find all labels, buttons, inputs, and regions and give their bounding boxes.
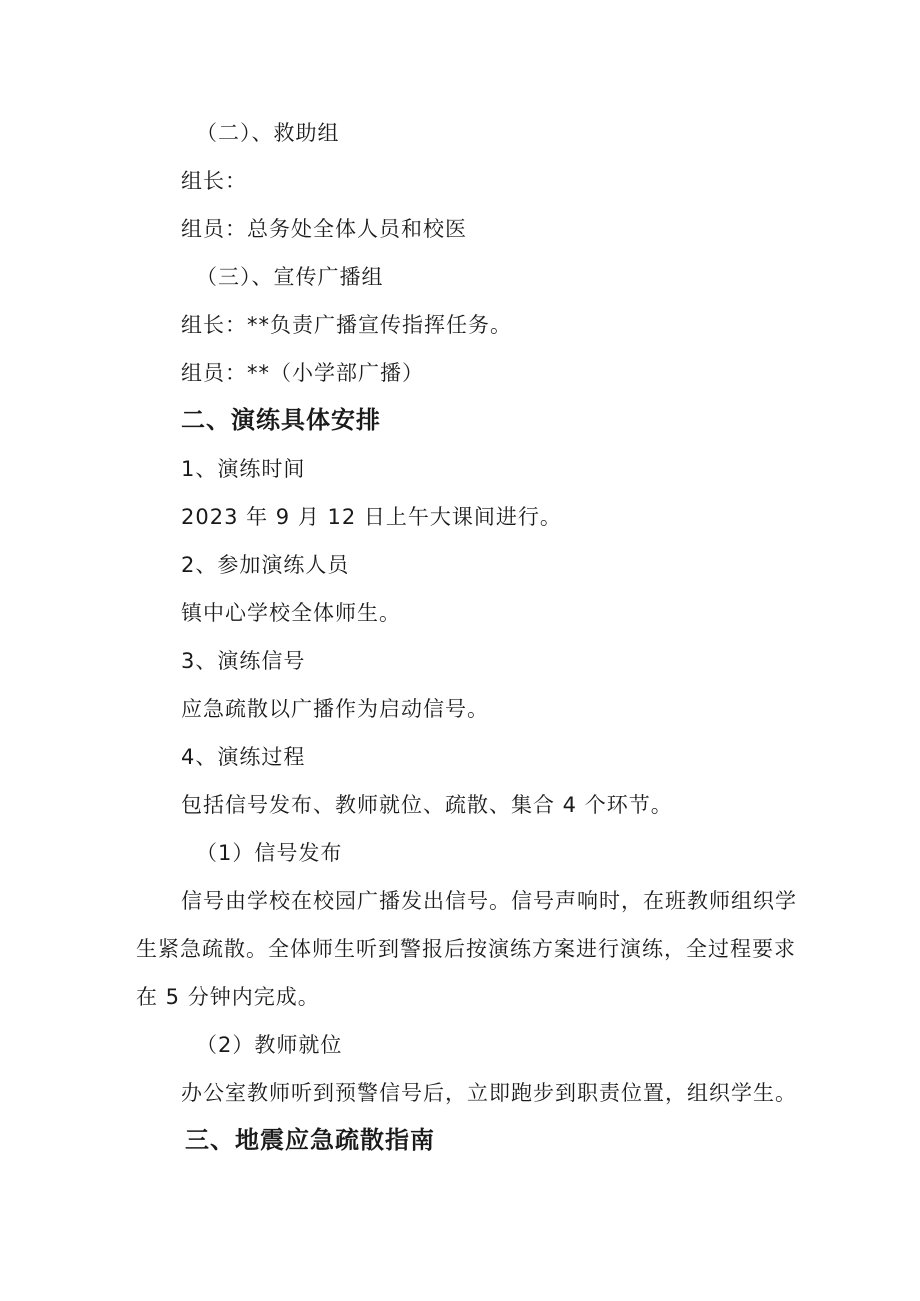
step2-text: 办公室教师听到预警信号后，立即跑步到职责位置，组织学生。 <box>181 1081 797 1105</box>
section-heading-earthquake-guide: 三、地震应急疏散指南 <box>185 1126 435 1154</box>
rescue-group-members: 组员：总务处全体人员和校医 <box>181 217 467 241</box>
step2-title: （2）教师就位 <box>196 1033 343 1057</box>
step1-title: （1）信号发布 <box>196 841 343 865</box>
drill-people-title: 2、参加演练人员 <box>181 553 350 577</box>
rescue-group-leader: 组长： <box>181 169 247 193</box>
drill-signal-text: 应急疏散以广播作为启动信号。 <box>181 697 489 721</box>
drill-process-title: 4、演练过程 <box>181 745 306 769</box>
drill-time-text: 2023 年 9 月 12 日上午大课间进行。 <box>181 505 562 529</box>
drill-people-text: 镇中心学校全体师生。 <box>181 601 401 625</box>
drill-time-title: 1、演练时间 <box>181 457 306 481</box>
drill-signal-title: 3、演练信号 <box>181 649 306 673</box>
step1-text-line3: 在 5 分钟内完成。 <box>136 985 320 1009</box>
step1-text-line1: 信号由学校在校园广播发出信号。信号声响时，在班教师组织学 <box>181 889 797 913</box>
rescue-group-title: （二）、救助组 <box>196 121 340 145</box>
broadcast-group-leader: 组长：**负责广播宣传指挥任务。 <box>181 313 512 337</box>
broadcast-group-title: （三）、宣传广播组 <box>196 265 384 289</box>
section-heading-drill-arrangement: 二、演练具体安排 <box>181 406 381 434</box>
broadcast-group-members: 组员：**（小学部广播） <box>181 361 424 385</box>
drill-process-text: 包括信号发布、教师就位、疏散、集合 4 个环节。 <box>181 793 673 817</box>
step1-text-line2: 生紧急疏散。全体师生听到警报后按演练方案进行演练，全过程要求 <box>136 937 796 961</box>
